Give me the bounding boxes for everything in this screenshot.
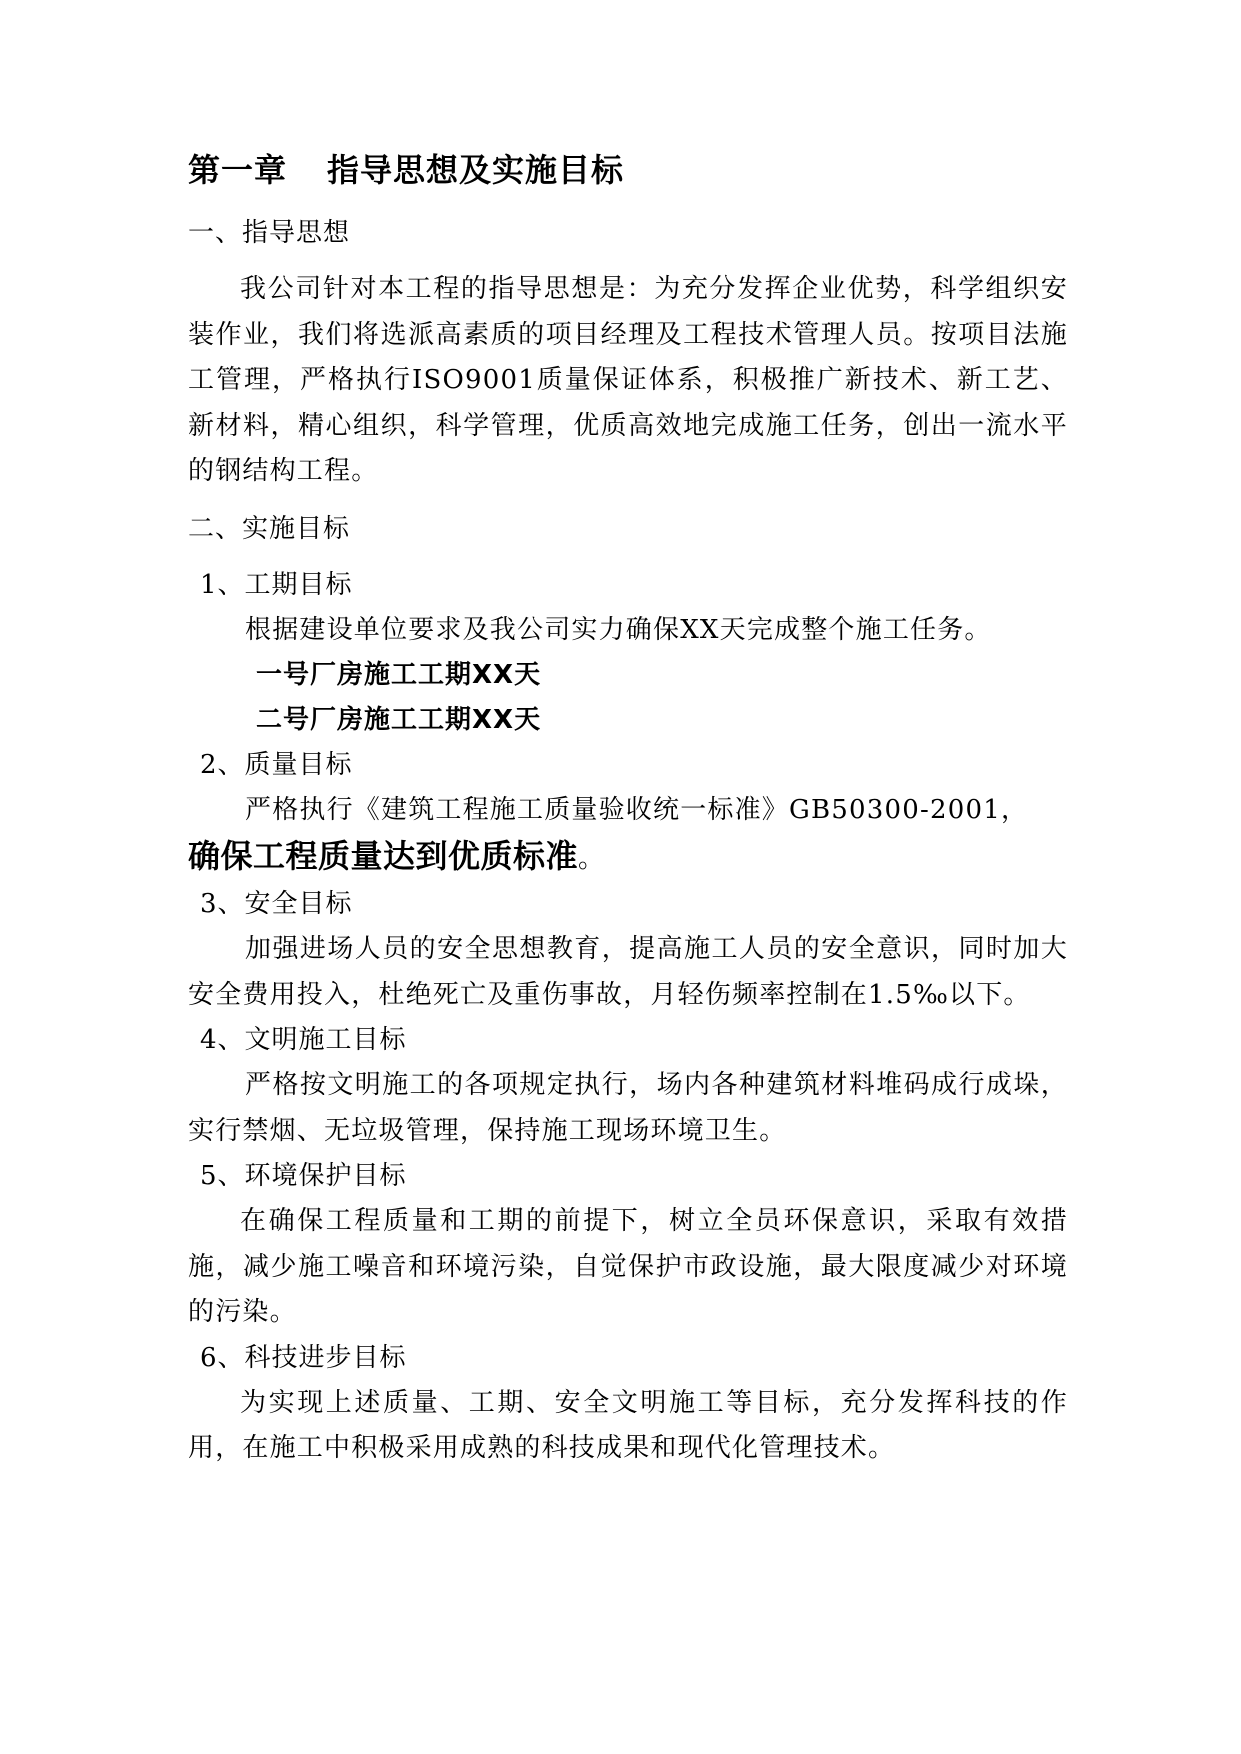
civilized-paragraph: 严格按文明施工的各项规定执行，场内各种建筑材料堆码成行成垛，实行禁烟、无垃圾管理，保持施工现场环境卫生。 — [188, 1070, 1068, 1146]
quality-emphasis-line — [188, 834, 1068, 883]
quality-standard-text: 严格执行《建筑工程施工质量验收统一标准》GB50300-2001， — [245, 795, 1029, 825]
document-page — [188, 150, 1068, 1472]
chapter-number: 第一章 — [188, 151, 288, 189]
goal-heading-environment: 5、环境保护目标 — [200, 1161, 407, 1191]
chapter-name: 指导思想及实施目标 — [327, 151, 625, 189]
section-heading-guiding: 一、指导思想 — [188, 218, 351, 248]
quality-tail: 。 — [578, 843, 606, 874]
schedule-paragraph: 根据建设单位要求及我公司实力确保XX天完成整个施工任务。 — [245, 614, 992, 645]
technology-paragraph: 为实现上述质量、工期、安全文明施工等目标，充分发挥科技的作用，在施工中积极采用成熟的科技成果和现代化管理技术。 — [188, 1387, 1068, 1463]
goal-heading-technology: 6、科技进步目标 — [200, 1342, 407, 1373]
goal-heading-civilized: 4、文明施工目标 — [200, 1025, 407, 1055]
goal-heading-quality: 2、质量目标 — [200, 750, 353, 780]
safety-paragraph: 加强进场人员的安全思想教育，提高施工人员的安全意识，同时加大安全费用投入，杜绝死亡及重伤事故，月轻伤频率控制在1.5‰以下。 — [188, 934, 1068, 1010]
schedule-line-building-2: 二号厂房施工工期XX天 — [256, 705, 542, 735]
section-heading-goals: 二、实施目标 — [188, 513, 351, 544]
chapter-title — [188, 150, 1068, 190]
schedule-line-building-1: 一号厂房施工工期XX天 — [256, 660, 542, 690]
goal-heading-schedule: 1、工期目标 — [200, 569, 353, 600]
environment-paragraph: 在确保工程质量和工期的前提下，树立全员环保意识，采取有效措施，减少施工噪音和环境污染，自觉保护市政设施，最大限度减少对环境的污染。 — [188, 1206, 1068, 1327]
quality-paragraph — [188, 788, 1068, 834]
goal-heading-safety: 3、安全目标 — [200, 889, 353, 919]
guiding-paragraph: 我公司针对本工程的指导思想是：为充分发挥企业优势，科学组织安装作业，我们将选派高素质的项目经理及工程技术管理人员。按项目法施工管理，严格执行ISO9001质量保证体系，积极推广新技术、新工艺、新材料，精心组织，科学管理，优质高效地完成施工任务，创出一流水平的钢结构工程。 — [188, 274, 1068, 486]
quality-emphasis: 确保工程质量达到优质标准 — [188, 836, 579, 875]
